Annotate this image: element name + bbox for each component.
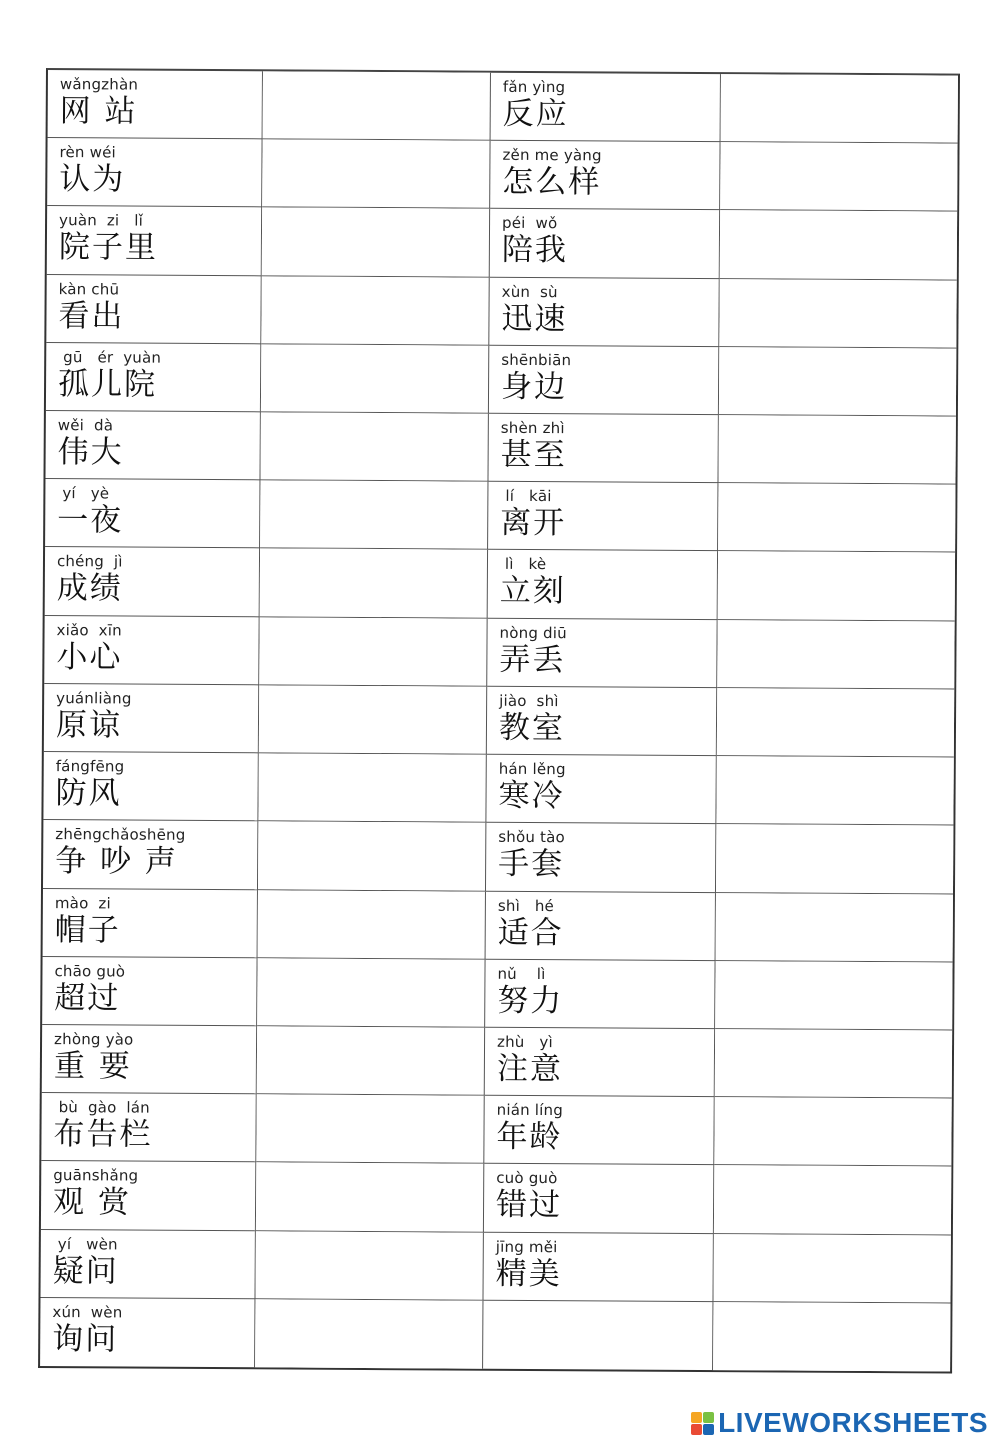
chinese-word: 立刻 <box>499 573 566 610</box>
chinese-word: 迅速 <box>501 300 568 337</box>
left-answer-box[interactable] <box>258 753 486 823</box>
worksheet-table <box>38 68 960 1374</box>
right-word-cell <box>483 1232 713 1302</box>
right-word-cell <box>486 755 716 825</box>
pinyin-label: xún wèn <box>52 1302 123 1322</box>
pinyin-label: jiào shì <box>499 691 559 711</box>
chinese-word: 离开 <box>500 505 567 542</box>
chinese-word: 年龄 <box>496 1118 563 1156</box>
pinyin-label: yí wèn <box>52 1234 118 1254</box>
left-word-cell <box>45 411 260 481</box>
right-answer-box[interactable] <box>717 688 954 758</box>
pinyin-label: shì hé <box>497 896 555 915</box>
left-answer-box[interactable] <box>255 1299 483 1369</box>
liveworksheets-logo <box>691 1407 988 1439</box>
left-answer-box[interactable] <box>263 71 491 141</box>
right-answer-box[interactable] <box>716 824 953 894</box>
right-word-cell <box>489 277 719 347</box>
pinyin-label: wěi dà <box>57 416 114 435</box>
left-word-cell <box>43 820 258 890</box>
left-answer-box[interactable] <box>262 140 490 210</box>
right-word-cell <box>487 687 717 757</box>
right-answer-box[interactable] <box>719 347 956 417</box>
right-word-cell <box>490 209 720 279</box>
chinese-word: 重 要 <box>53 1048 132 1085</box>
pinyin-label: nián líng <box>496 1100 564 1120</box>
right-answer-box[interactable] <box>715 1029 952 1099</box>
chinese-word: 看出 <box>58 297 125 335</box>
right-word-cell <box>487 618 717 688</box>
chinese-word: 询问 <box>52 1320 119 1358</box>
right-word-cell <box>484 1164 714 1234</box>
left-answer-box[interactable] <box>262 208 490 278</box>
right-answer-box[interactable] <box>717 620 954 690</box>
logo-square-4 <box>703 1424 714 1435</box>
chinese-word: 错过 <box>495 1187 563 1224</box>
chinese-word: 身边 <box>500 368 568 406</box>
chinese-word: 寒冷 <box>498 777 565 815</box>
pinyin-label: zhòng yào <box>54 1030 134 1049</box>
vocabulary-grid <box>40 70 958 1372</box>
left-answer-box[interactable] <box>260 481 488 551</box>
liveworksheets-logo-icon <box>691 1412 714 1435</box>
pinyin-label: yí yè <box>57 484 110 503</box>
left-word-cell <box>40 1298 255 1368</box>
right-word-cell <box>491 73 721 143</box>
chinese-word: 教室 <box>498 709 566 747</box>
right-answer-box[interactable] <box>718 483 955 553</box>
pinyin-label: wǎngzhàn <box>59 75 139 94</box>
pinyin-label: lí kāi <box>500 487 552 506</box>
right-word-cell <box>488 414 718 484</box>
pinyin-label: shǒu tào <box>498 828 565 847</box>
chinese-word: 帽子 <box>54 911 121 948</box>
pinyin-label: zěn me yàng <box>502 145 602 165</box>
left-answer-box[interactable] <box>255 1231 483 1301</box>
left-word-cell <box>41 1161 256 1231</box>
chinese-word: 伟大 <box>57 434 124 471</box>
pinyin-label: zhù yì <box>497 1032 553 1052</box>
pinyin-label: péi wǒ <box>502 214 558 233</box>
chinese-word: 布告栏 <box>53 1116 153 1153</box>
logo-square-1 <box>691 1412 702 1423</box>
chinese-word: 原谅 <box>55 706 123 744</box>
chinese-word: 精美 <box>495 1255 562 1292</box>
pinyin-label: xiǎo xīn <box>56 620 122 640</box>
pinyin-label: chāo guò <box>54 961 126 981</box>
left-answer-box[interactable] <box>261 344 489 414</box>
right-word-cell <box>485 1028 715 1098</box>
pinyin-label: nǔ lì <box>497 964 546 983</box>
right-answer-box[interactable] <box>713 1302 950 1372</box>
pinyin-label: bù gào lán <box>53 1098 150 1117</box>
left-answer-box[interactable] <box>258 822 486 892</box>
right-answer-box[interactable] <box>720 211 957 281</box>
chinese-word: 手套 <box>498 846 565 883</box>
right-word-cell <box>486 823 716 893</box>
left-answer-box[interactable] <box>256 1163 484 1233</box>
left-word-cell <box>45 547 260 617</box>
left-answer-box[interactable] <box>258 890 486 960</box>
right-answer-box[interactable] <box>713 1234 950 1304</box>
chinese-word: 超过 <box>54 979 121 1017</box>
chinese-word: 孤儿院 <box>57 365 158 403</box>
pinyin-label: fángfēng <box>55 757 125 776</box>
right-word-cell <box>483 1300 713 1370</box>
pinyin-label <box>495 1307 712 1308</box>
pinyin-label: jīng měi <box>495 1237 558 1256</box>
pinyin-label: hán lěng <box>498 759 566 779</box>
left-word-cell <box>44 616 259 686</box>
left-word-cell <box>40 1230 255 1300</box>
logo-square-2 <box>703 1412 714 1423</box>
chinese-word: 适合 <box>497 914 564 951</box>
pinyin-label: fǎn yìng <box>502 77 566 97</box>
left-answer-box[interactable] <box>261 276 489 346</box>
left-answer-box[interactable] <box>260 412 488 482</box>
right-word-cell <box>490 141 720 211</box>
chinese-word: 小心 <box>56 638 123 676</box>
chinese-word: 注意 <box>496 1050 564 1088</box>
right-word-cell <box>488 550 718 620</box>
left-word-cell <box>44 684 259 754</box>
chinese-word: 反应 <box>502 95 569 133</box>
right-answer-box[interactable] <box>716 756 953 826</box>
left-word-cell <box>45 479 260 549</box>
left-answer-box[interactable] <box>260 549 488 619</box>
chinese-word: 成绩 <box>56 570 123 607</box>
right-word-cell <box>484 1096 714 1166</box>
pinyin-label: zhēngchǎoshēng <box>55 825 186 845</box>
left-word-cell <box>42 1025 257 1095</box>
chinese-word: 一夜 <box>57 502 124 539</box>
chinese-word: 陪我 <box>501 232 569 269</box>
right-answer-box[interactable] <box>715 961 952 1031</box>
left-word-cell <box>46 343 261 413</box>
left-answer-box[interactable] <box>257 958 485 1028</box>
logo-square-3 <box>691 1424 702 1435</box>
right-answer-box[interactable] <box>714 1165 951 1235</box>
pinyin-label: nòng diū <box>499 623 567 642</box>
pinyin-label: yuánliàng <box>56 688 132 708</box>
left-word-cell <box>42 957 257 1027</box>
left-answer-box[interactable] <box>257 1026 485 1096</box>
chinese-word: 观 赏 <box>52 1184 132 1221</box>
pinyin-label: gū ér yuàn <box>58 347 162 367</box>
left-answer-box[interactable] <box>259 685 487 755</box>
right-word-cell <box>489 346 719 416</box>
chinese-word: 弄丢 <box>499 641 566 678</box>
left-answer-box[interactable] <box>259 617 487 687</box>
pinyin-label: mào zi <box>54 893 111 912</box>
chinese-word: 防风 <box>55 775 122 812</box>
right-answer-box[interactable] <box>720 142 957 212</box>
chinese-word: 怎么样 <box>502 163 602 201</box>
pinyin-label: lì kè <box>499 555 547 574</box>
pinyin-label: rèn wéi <box>59 143 116 162</box>
chinese-word: 甚至 <box>500 436 567 474</box>
left-word-cell <box>43 889 258 959</box>
chinese-word: 努力 <box>497 982 564 1019</box>
chinese-word <box>495 1308 712 1309</box>
pinyin-label: cuò guò <box>496 1169 558 1188</box>
pinyin-label: yuàn zi lǐ <box>59 211 144 231</box>
chinese-word: 认为 <box>59 161 126 198</box>
right-answer-box[interactable] <box>721 74 958 144</box>
pinyin-label: shēnbiān <box>501 350 572 370</box>
chinese-word: 院子里 <box>58 229 159 267</box>
left-word-cell <box>43 752 258 822</box>
pinyin-label: chéng jì <box>56 552 123 571</box>
chinese-word: 疑问 <box>52 1252 119 1290</box>
right-word-cell <box>486 891 716 961</box>
left-word-cell <box>47 206 262 276</box>
left-word-cell <box>47 138 262 208</box>
left-word-cell <box>41 1093 256 1163</box>
pinyin-label: xùn sù <box>501 282 558 301</box>
pinyin-label: guānshǎng <box>53 1166 139 1185</box>
right-word-cell <box>488 482 718 552</box>
left-answer-box[interactable] <box>256 1094 484 1164</box>
pinyin-label: shèn zhì <box>500 418 565 438</box>
right-answer-box[interactable] <box>716 893 953 963</box>
liveworksheets-brand-text: LIVEWORKSHEETS <box>718 1407 988 1438</box>
pinyin-label: kàn chū <box>58 279 120 299</box>
left-word-cell <box>48 70 263 140</box>
right-answer-box[interactable] <box>718 552 955 622</box>
right-word-cell <box>485 959 715 1029</box>
right-answer-box[interactable] <box>714 1097 951 1167</box>
left-word-cell <box>46 275 261 345</box>
right-answer-box[interactable] <box>719 279 956 349</box>
chinese-word: 争 吵 声 <box>55 843 178 881</box>
chinese-word: 网 站 <box>59 93 138 130</box>
right-answer-box[interactable] <box>718 415 955 485</box>
